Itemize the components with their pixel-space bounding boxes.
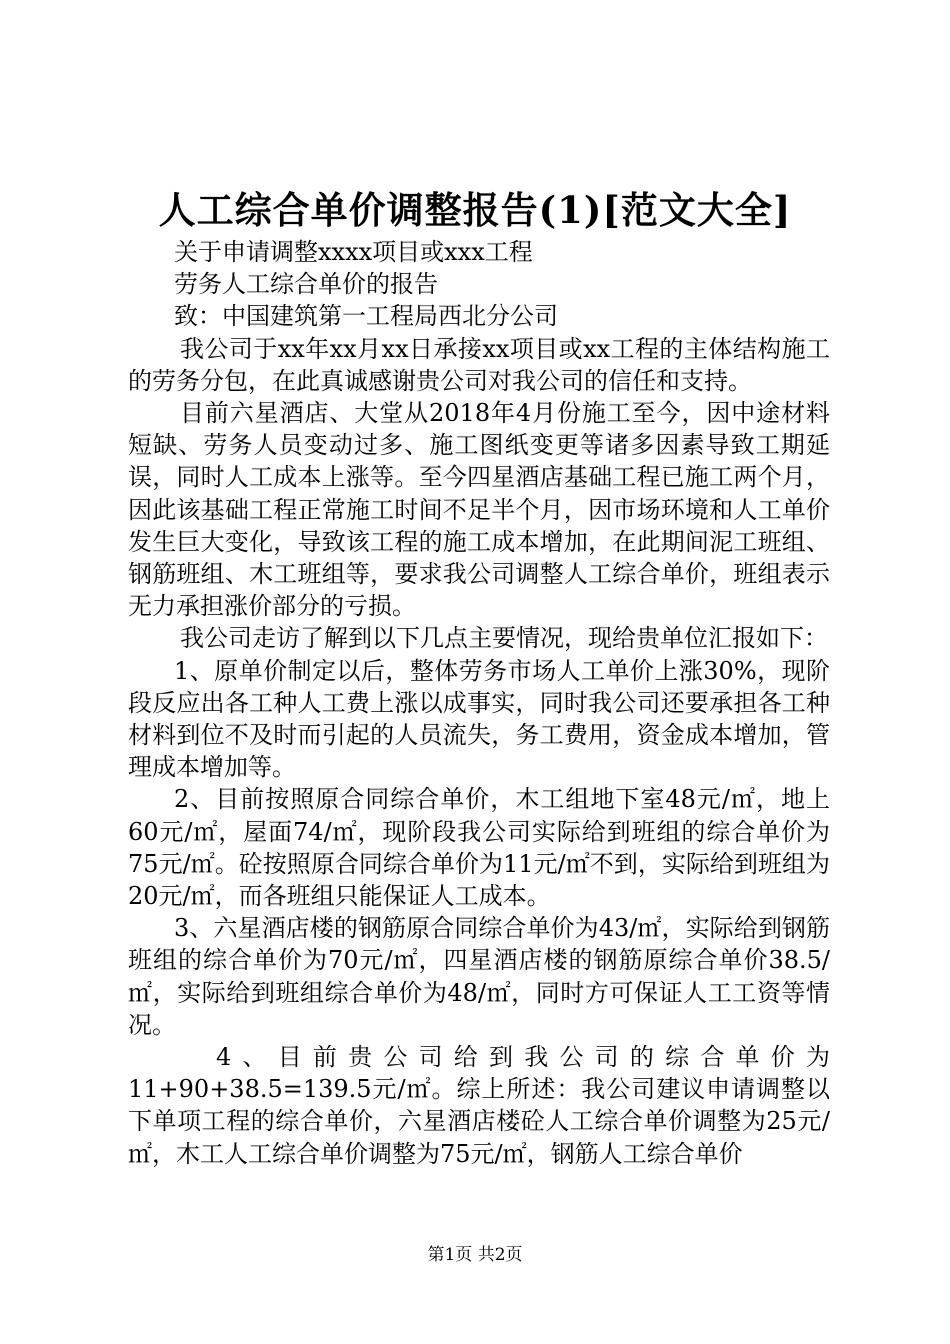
subject-line-1: 关于申请调整xxxx项目或xxx工程 [174, 238, 533, 266]
list-item-4-head: 4、目前贵公司给到我公司的综合单价为 [216, 1043, 830, 1072]
list-item-2: 2、目前按照原合同综合单价，木工组地下室48元/㎡，地上60元/㎡，屋面74/㎡，现阶段我公司实际给到班组的综合单价为75元/㎡。砼按照原合同综合单价为11元/㎡不到，实际给到班组为20元/㎡，而各班组只能保证人工成本。 [128, 785, 830, 911]
subject-line-2: 劳务人工综合单价的报告 [174, 270, 438, 299]
list-item-3: 3、六星酒店楼的钢筋原合同综合单价为43/㎡，实际给到钢筋班组的综合单价为70元/㎡，四星酒店楼的钢筋原综合单价38.5/㎡，实际给到班组综合单价为48/㎡，同时方可保证人工工资等情况。 [128, 914, 830, 1039]
paragraph-background: 目前六星酒店、大堂从2018年4月份施工至今，因中途材料短缺、劳务人员变动过多、施工图纸变更等诸多因素导致工期延误，同时人工成本上涨等。至今四星酒店基础工程已施工两个月，因此该基础工程正常施工时间不足半个月，因市场环境和人工单价发生巨大变化，导致该工程的施工成本增加，在此期间泥工班组、钢筋班组、木工班组等，要求我公司调整人工综合单价，班组表示无力承担涨价部分的亏损。 [128, 399, 830, 621]
list-item-1: 1、原单价制定以后，整体劳务市场人工单价上涨30%，现阶段反应出各工种人工费上涨以成事实，同时我公司还要承担各工种材料到位不及时而引起的人员流失，务工费用，资金成本增加，管理成本增加等。 [128, 656, 830, 782]
paragraph-intro: 我公司于xx年xx月xx日承接xx项目或xx工程的主体结构施工的劳务分包，在此真诚感谢贵公司对我公司的信任和支持。 [128, 334, 830, 395]
page-footer: 第1页 共2页 [427, 1245, 523, 1265]
list-item-4-body: 11+90+38.5=139.5元/㎡。综上所述：我公司建议申请调整以下单项工程的综合单价，六星酒店楼砼人工综合单价调整为25元/㎡，木工人工综合单价调整为75元/㎡，钢筋人工综合单价 [128, 1075, 830, 1168]
document-title: 人工综合单价调整报告(1)[范文大全] [158, 188, 792, 232]
addressee-line: 致：中国建筑第一工程局西北分公司 [174, 302, 558, 331]
paragraph-survey: 我公司走访了解到以下几点主要情况，现给贵单位汇报如下： [180, 624, 828, 653]
document-body [128, 236, 830, 1170]
